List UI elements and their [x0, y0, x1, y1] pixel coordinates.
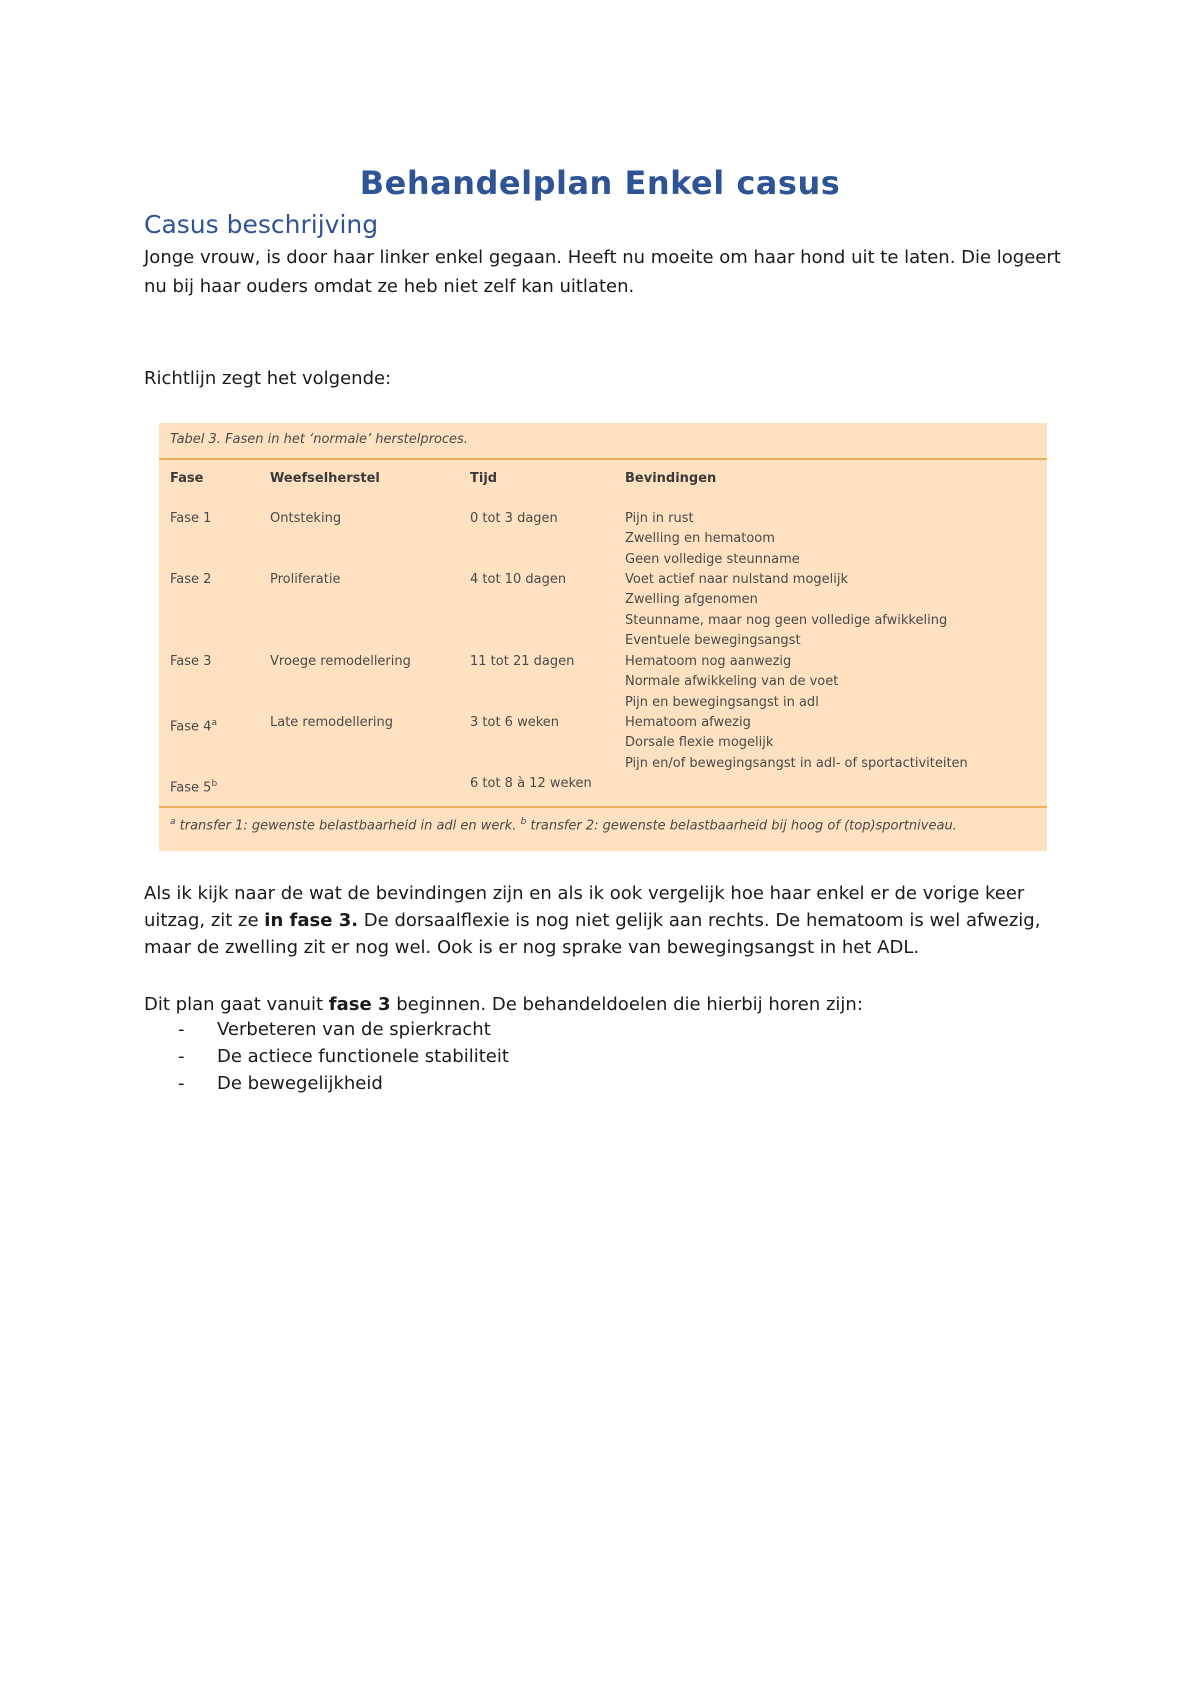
case-description: [144, 243, 1074, 301]
finding-line: Normale afwikkeling van de voet: [625, 674, 839, 690]
table-cell-fase: Fase 4$^a$: [170, 718, 217, 735]
table-cell-fase: Fase 3: [170, 654, 212, 669]
finding-line: Pijn en bewegingsangst in adl: [625, 694, 819, 710]
finding-line: Hematoom nog aanwezig: [625, 654, 792, 669]
bullet-dash: -: [178, 1046, 185, 1067]
table-cell-weefsel: Ontsteking: [270, 511, 342, 526]
table-cell-bevindingen: [625, 570, 947, 652]
finding-line: Pijn en/of bewegingsangst in adl- of sportactiviteiten: [625, 755, 968, 771]
table-cell-bevindingen: [625, 713, 968, 774]
finding-line: Zwelling en hematoom: [625, 531, 775, 547]
table-cell-tijd: 4 tot 10 dagen: [470, 572, 567, 587]
list-item: [178, 1016, 509, 1043]
bullet-dash: -: [178, 1019, 185, 1040]
bullet-dash: -: [178, 1073, 185, 1094]
table-cell-tijd: 0 tot 3 dagen: [470, 511, 558, 526]
finding-line: Hematoom afwezig: [625, 715, 751, 730]
goal-text: De bewegelijkheid: [217, 1073, 383, 1094]
plan-paragraph: Dit plan gaat vanuit fase 3 beginnen. De behandeldoelen die hierbij horen zijn:: [144, 994, 863, 1015]
finding-line: Geen volledige steunname: [625, 551, 800, 567]
goal-text: De actiece functionele stabiliteit: [217, 1046, 509, 1067]
table-header-bevindingen: Bevindingen: [625, 471, 717, 486]
table-header-tijd: Tijd: [470, 471, 498, 486]
table-bottom-rule: [159, 806, 1047, 808]
table-caption: Tabel 3. Fasen in het ‘normale’ herstelproces.: [170, 432, 468, 447]
table-cell-fase: Fase 5$^b$: [170, 779, 218, 796]
table-cell-weefsel: Vroege remodellering: [270, 654, 411, 669]
case-text-line-2: nu bij haar ouders omdat ze heb niet zelf kan uitlaten.: [144, 276, 635, 297]
table-cell-fase: Fase 1: [170, 511, 212, 526]
finding-line: Steunname, maar nog geen volledige afwikkeling: [625, 612, 948, 628]
table-footnote: $^a$ transfer 1: gewenste belastbaarheid in adl en werk. $^b$ transfer 2: gewenste belastbaarheid bij hoog of (top)sportniveau.: [170, 817, 957, 834]
table-cell-tijd: 3 tot 6 weken: [470, 715, 560, 730]
phase-emphasis: in fase 3.: [264, 910, 359, 931]
plan-phase-emphasis: fase 3: [328, 994, 391, 1015]
goal-text: Verbeteren van de spierkracht: [217, 1019, 491, 1040]
table-cell-fase: Fase 2: [170, 572, 212, 587]
finding-line: Dorsale flexie mogelijk: [625, 735, 774, 751]
analysis-line-3: maar de zwelling zit er nog wel. Ook is er nog sprake van bewegingsangst in het ADL.: [144, 937, 920, 958]
table-top-rule: [159, 458, 1047, 460]
finding-line: Zwelling afgenomen: [625, 592, 758, 608]
analysis-line-2: uitzag, zit ze in fase 3. De dorsaalflexie is nog niet gelijk aan rechts. De hematoom is wel afwezig,: [144, 910, 1041, 931]
table-cell-bevindingen: [625, 509, 800, 570]
finding-line: Pijn in rust: [625, 511, 694, 526]
analysis-paragraph: [144, 880, 1074, 961]
table-cell-weefsel: Late remodellering: [270, 715, 394, 730]
section-heading: Casus beschrijving: [144, 210, 379, 239]
footnote-marker: a: [211, 718, 217, 728]
table-header-fase: Fase: [170, 471, 204, 486]
document-title: Behandelplan Enkel casus: [359, 164, 841, 202]
table-cell-tijd: 6 tot 8 à 12 weken: [470, 776, 592, 791]
guideline-intro: Richtlijn zegt het volgende:: [144, 368, 392, 389]
goals-list: [178, 1016, 509, 1097]
table-cell-bevindingen: [625, 652, 838, 713]
analysis-line-1: Als ik kijk naar de wat de bevindingen zijn en als ik ook vergelijk hoe haar enkel er de vorige keer: [144, 883, 1025, 904]
table-cell-tijd: 11 tot 21 dagen: [470, 654, 575, 669]
footnote-marker: b: [211, 779, 218, 789]
finding-line: Voet actief naar nulstand mogelijk: [625, 572, 849, 587]
case-text-line-1: Jonge vrouw, is door haar linker enkel gegaan. Heeft nu moeite om haar hond uit te laten. Die logeert: [144, 247, 1061, 268]
list-item: [178, 1043, 509, 1070]
table-cell-weefsel: Proliferatie: [270, 572, 341, 587]
list-item: [178, 1070, 509, 1097]
table-header-weefselherstel: Weefselherstel: [270, 471, 380, 486]
phases-table: [159, 423, 1047, 851]
finding-line: Eventuele bewegingsangst: [625, 633, 801, 649]
